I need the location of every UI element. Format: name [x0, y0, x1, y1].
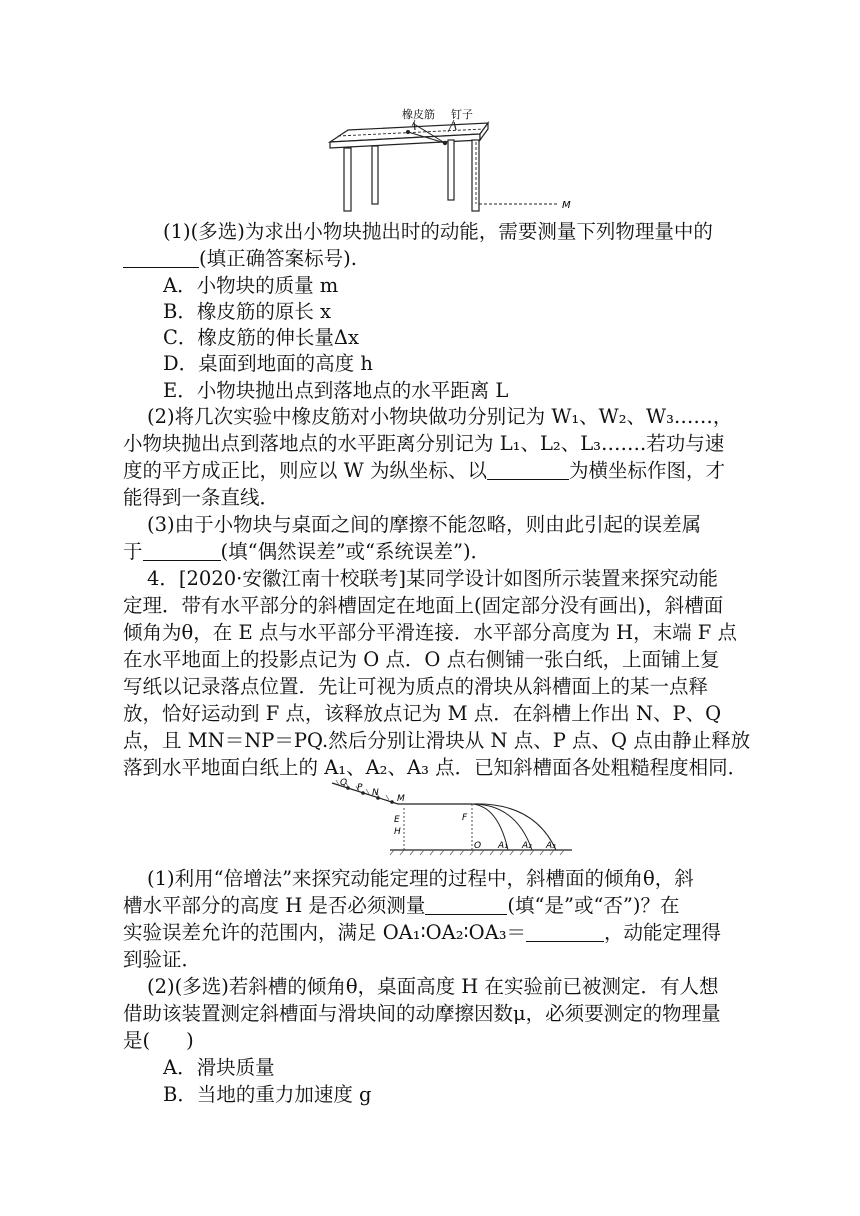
- point-p-label: P: [357, 783, 363, 793]
- answer-blank[interactable]: [143, 540, 221, 561]
- q4-sub2-line3: 是( ): [123, 1029, 194, 1052]
- q3-option-a: A．小物块的质量 m: [163, 274, 339, 297]
- table-apparatus-figure: [320, 100, 580, 215]
- point-o-label: O: [474, 841, 482, 851]
- q3-sub2-line4: 能得到一条直线．: [123, 486, 280, 509]
- q3-sub1-line2: (填正确答案标号).: [123, 246, 357, 272]
- q3-sub1-line1: (1)(多选)为求出小物块抛出时的动能，需要测量下列物理量中的: [163, 220, 713, 243]
- q4-sub1-line2: 槽水平部分的高度 H 是否必须测量 (填“是”或“否”)？在: [123, 894, 680, 917]
- answer-blank[interactable]: [487, 459, 569, 480]
- q4-stem-line1: 4．[2020·安徽江南十校联考]某同学设计如图所示装置来探究动能: [147, 567, 718, 590]
- q4-sub1-line1: (1)利用“倍增法”来探究动能定理的过程中，斜槽面的倾角θ，斜: [147, 867, 694, 890]
- q4-stem-line6: 放，恰好运动到 F 点，该释放点记为 M 点．在斜槽上作出 N、P、Q: [123, 702, 722, 725]
- point-a2-label: A₂: [522, 841, 532, 851]
- q4-stem-line8: 落到水平地面白纸上的 A₁、A₂、A₃ 点．已知斜槽面各处粗糙程度相同．: [123, 756, 748, 779]
- nail-label: 钉子: [451, 108, 473, 121]
- q3-option-d: D．桌面到地面的高度 h: [163, 352, 373, 375]
- q3-option-e: E．小物块抛出点到落地点的水平距离 L: [163, 379, 509, 402]
- q4-stem-line3: 倾角为θ，在 E 点与水平部分平滑连接．水平部分高度为 H，末端 F 点: [123, 621, 738, 644]
- rubber-band-label: 橡皮筋: [402, 108, 435, 121]
- q4-sub1-line3: 实验误差允许的范围内，满足 OA₁∶OA₂∶OA₃＝ ，动能定理得: [123, 921, 722, 944]
- q4-option-a: A．滑块质量: [163, 1056, 275, 1079]
- point-e-label: E: [394, 815, 400, 825]
- q4-stem-line7: 点，且 MN＝NP＝PQ.然后分别让滑块从 N 点、P 点、Q 点由静止释放: [123, 729, 751, 752]
- answer-blank[interactable]: [425, 894, 507, 915]
- point-q-label: Q: [340, 778, 348, 788]
- q3-sub3-line2: 于 (填“偶然误差”或“系统误差”)．: [123, 540, 491, 563]
- height-h-label: H: [394, 827, 401, 837]
- incline-apparatus-figure: [320, 778, 580, 858]
- q4-sub2-line1: (2)(多选)若斜槽的倾角θ，桌面高度 H 在实验前已被测定．有人想: [147, 975, 719, 998]
- q3-sub2-line1: (2)将几次实验中橡皮筋对小物块做功分别记为 W₁、W₂、W₃……，: [147, 405, 733, 428]
- q4-sub1-line4: 到验证．: [123, 948, 202, 971]
- point-n-label: N: [372, 788, 379, 798]
- point-a1-label: A₁: [498, 841, 508, 851]
- point-a3-label: A₃: [546, 841, 556, 851]
- point-m-label: M: [562, 200, 571, 211]
- q4-stem-line4: 在水平地面上的投影点记为 O 点．O 点右侧铺一张白纸，上面铺上复: [123, 648, 720, 671]
- point-m-label: M: [397, 794, 405, 804]
- answer-blank[interactable]: [123, 247, 199, 268]
- point-f-label: F: [462, 813, 468, 823]
- q3-sub2-line3: 度的平方成正比，则应以 W 为纵坐标、以 为横坐标作图，才: [123, 459, 725, 482]
- q3-option-b: B．橡皮筋的原长 x: [163, 300, 332, 323]
- q4-stem-line2: 定理．带有水平部分的斜槽固定在地面上(固定部分没有画出)，斜槽面: [123, 594, 724, 617]
- q3-sub2-line2: 小物块抛出点到落地点的水平距离分别记为 L₁、L₂、L₃…….若功与速: [123, 432, 725, 455]
- q3-option-c: C．橡皮筋的伸长量Δx: [163, 326, 359, 349]
- q4-sub2-line2: 借助该装置测定斜槽面与滑块间的动摩擦因数μ，必须要测定的物理量: [123, 1002, 721, 1025]
- q3-sub3-line1: (3)由于小物块与桌面之间的摩擦不能忽略，则由此引起的误差属: [147, 513, 702, 536]
- answer-blank[interactable]: [526, 921, 604, 942]
- q4-stem-line5: 写纸以记录落点位置．先让可视为质点的滑块从斜槽面上的某一点释: [123, 675, 709, 698]
- q4-option-b: B．当地的重力加速度 g: [163, 1083, 372, 1106]
